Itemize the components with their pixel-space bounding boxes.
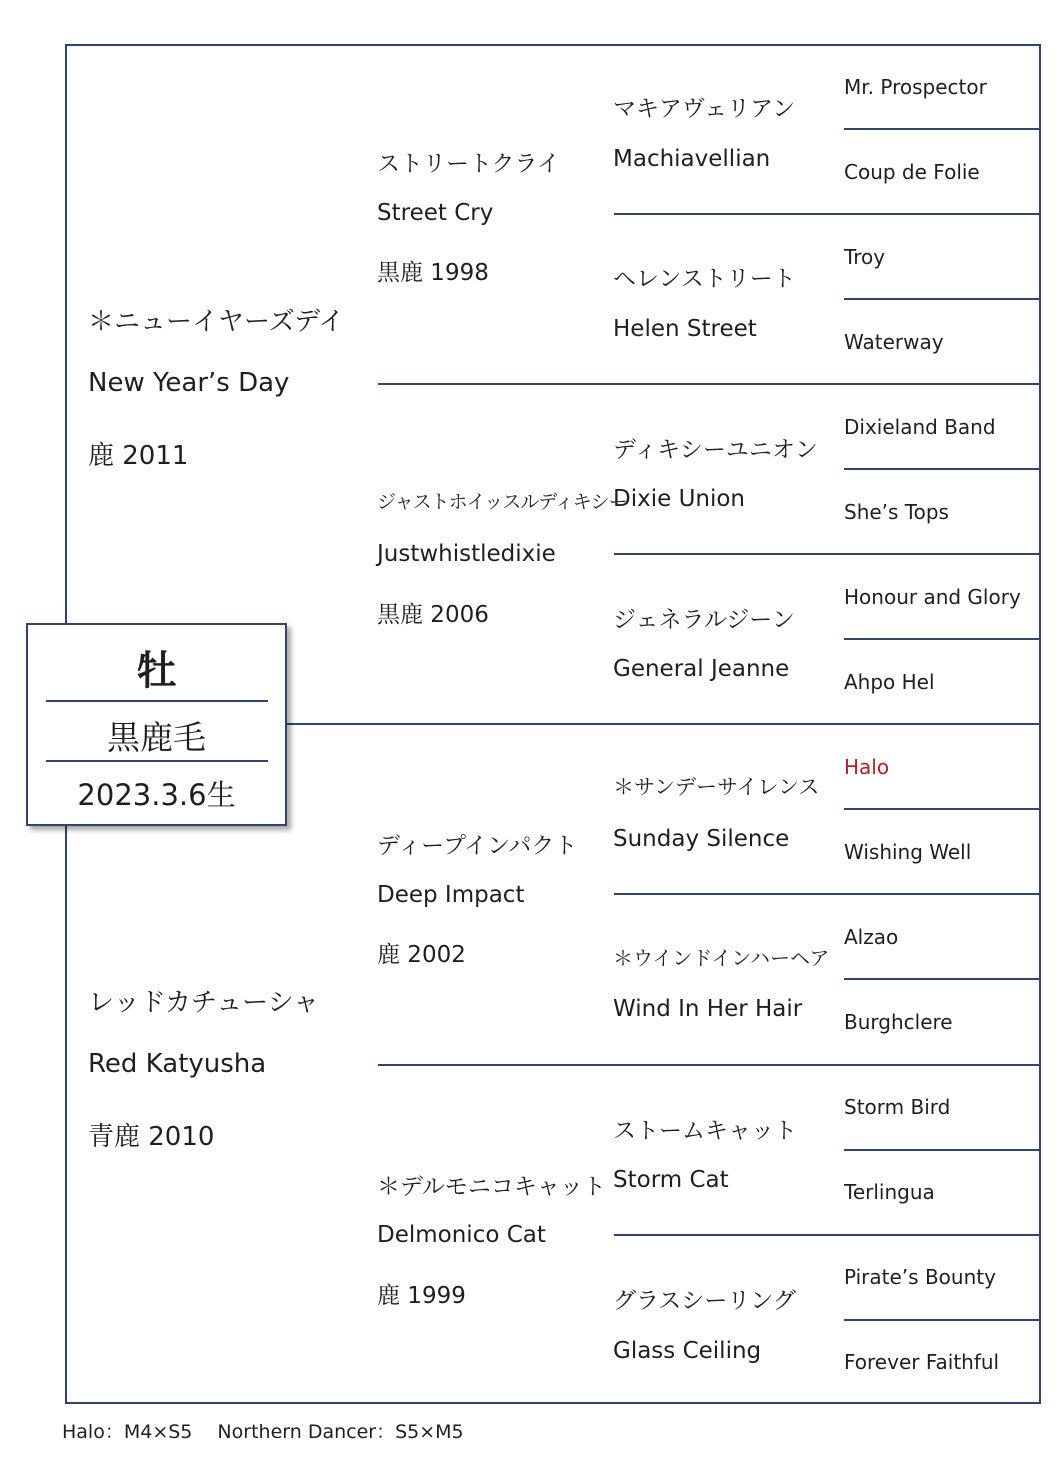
g4-name: Pirate’s Bounty [844,1265,996,1289]
dds-name-en: Storm Cat [613,1167,729,1193]
divider-g3 [614,553,1041,555]
g4-name: Waterway [844,330,944,354]
ssd-name-jp: ヘレンストリート [613,266,796,292]
ss-info: 黒鹿 1998 [377,260,489,286]
dd-name-en: Delmonico Cat [377,1222,546,1248]
ss-name-en: Street Cry [377,200,494,226]
sds-name-en: Dixie Union [613,486,746,512]
horse-info-divider [46,760,268,762]
dds-name-jp: ストームキャット [613,1118,797,1144]
g4-name: She’s Tops [844,500,949,524]
g4-name: Dixieland Band [844,415,996,439]
horse-info-box [26,623,287,826]
g4-name: Burghclere [844,1010,953,1034]
g4-name: Wishing Well [844,840,972,864]
inbreeding-note: Halo：M4×S5 Northern Dancer：S5×M5 [62,1421,464,1443]
divider-g2-dam [378,1064,1041,1066]
dss-name-en: Sunday Silence [613,826,790,852]
g4-name-inbred-halo: Halo [844,755,890,779]
sire-name-en: New Year’s Day [88,368,290,398]
ds-name-jp: ディープインパクト [377,833,578,859]
g4-name: Honour and Glory [844,585,1021,609]
divider-main [287,723,1041,725]
sd-name-en: Justwhistledixie [377,541,556,567]
dam-name-jp: レッドカチューシャ [88,988,320,1018]
divider-g4 [844,638,1041,640]
divider-g2-sire [378,383,1041,385]
divider-g4 [844,468,1041,470]
horse-color: 黒鹿毛 [107,718,206,757]
g4-name: Terlingua [844,1180,935,1204]
sire-name-jp: ＊ニューイヤーズデイ [88,307,345,337]
horse-info-divider [46,700,268,702]
ddd-name-en: Glass Ceiling [613,1338,762,1364]
ds-info: 鹿 2002 [377,942,466,968]
g4-name: Troy [844,245,886,269]
sd-info: 黒鹿 2006 [377,602,489,628]
divider-g4 [844,1149,1041,1151]
dsd-name-jp: ＊ウインドインハーヘア [613,946,830,970]
ds-name-en: Deep Impact [377,882,525,908]
divider-g3 [614,213,1041,215]
sds-name-jp: ディキシーユニオン [613,437,818,463]
divider-g3 [614,1234,1041,1236]
horse-birth: 2023.3.6生 [77,778,236,812]
ss-name-jp: ストリートクライ [377,151,560,177]
sire-info: 鹿 2011 [88,441,189,471]
dsd-name-en: Wind In Her Hair [613,996,803,1022]
divider-g4 [844,978,1041,980]
divider-g4 [844,128,1041,130]
divider-g3 [614,893,1041,895]
divider-g4 [844,298,1041,300]
divider-g4 [844,1319,1041,1321]
sdd-name-jp: ジェネラルジーン [613,607,795,633]
dss-name-jp: ＊サンデーサイレンス [613,775,820,799]
sd-name-jp: ジャストホイッスルディキシー [377,491,627,513]
dam-info: 青鹿 2010 [88,1122,215,1152]
sss-name-en: Machiavellian [613,146,771,172]
g4-name: Alzao [844,925,899,949]
divider-g4 [844,808,1041,810]
horse-sex: 牡 [136,648,177,694]
g4-name: Coup de Folie [844,160,980,184]
g4-name: Storm Bird [844,1095,951,1119]
dd-name-jp: ＊デルモニコキャット [377,1174,606,1200]
dd-info: 鹿 1999 [377,1283,466,1309]
g4-name: Mr. Prospector [844,75,987,99]
ssd-name-en: Helen Street [613,316,757,342]
ddd-name-jp: グラスシーリング [613,1288,796,1314]
g4-name: Ahpo Hel [844,670,935,694]
dam-name-en: Red Katyusha [88,1049,267,1079]
sss-name-jp: マキアヴェリアン [613,96,796,122]
g4-name: Forever Faithful [844,1350,1000,1374]
sdd-name-en: General Jeanne [613,656,790,682]
